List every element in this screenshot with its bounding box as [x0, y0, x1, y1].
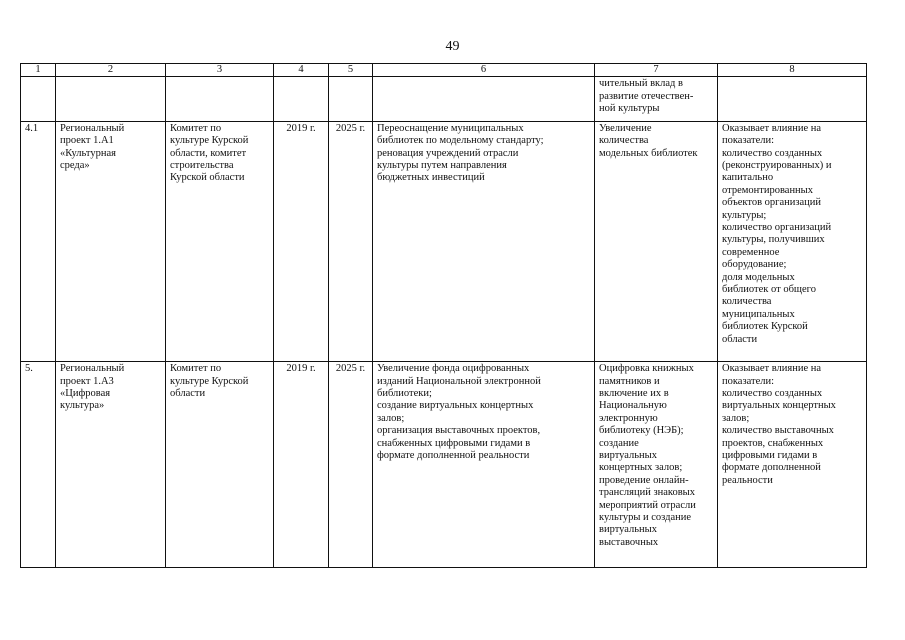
empty-cell	[56, 77, 166, 122]
continuation-result-cell	[595, 77, 718, 122]
column-number-row	[21, 64, 867, 77]
empty-cell	[166, 77, 274, 122]
column-number-header: 8	[718, 64, 867, 77]
impact-cell: Оказывает влияние на показатели: количество созданных виртуальных концертных залов; количество выставочных проектов, снабженных цифровыми гидами в формате дополненной реальности	[718, 362, 867, 568]
end-year-cell: 2025 г.	[329, 121, 373, 361]
content-cell: Увеличение фонда оцифрованных изданий Национальной электронной библиотеки; создание виртуальных концертных залов; организация выставочных проектов, снабженных цифровыми гидами в формате дополненной реальности	[373, 362, 595, 568]
start-year-cell: 2019 г.	[274, 362, 329, 568]
text-line: чительный вклад в	[599, 78, 683, 90]
column-number-header: 3	[166, 64, 274, 77]
column-number-header: 4	[274, 64, 329, 77]
text-line: ной культуры	[599, 102, 660, 114]
executor-cell: Комитет по культуре Курской области, комитет строительства Курской области	[166, 121, 274, 361]
column-number-header: 6	[373, 64, 595, 77]
empty-cell	[21, 77, 56, 122]
page-number: 49	[445, 39, 460, 54]
project-name-cell: Региональный проект 1.А3 «Цифровая культура»	[56, 362, 166, 568]
column-number-header: 1	[21, 64, 56, 77]
executor-cell: Комитет по культуре Курской области	[166, 362, 274, 568]
empty-cell	[718, 77, 867, 122]
text-line: развитие отечествен-	[599, 90, 694, 102]
result-cell: Оцифровка книжных памятников и включение их в Национальную электронную библиотеку (НЭБ); создание виртуальных концертных залов; проведение онлайн- трансляций знаковых мероприятий отрасли культуры и создание виртуальных выставочных	[595, 362, 718, 568]
start-year-cell: 2019 г.	[274, 121, 329, 361]
table-row	[21, 362, 867, 568]
column-number-header: 2	[56, 64, 166, 77]
project-name-cell: Региональный проект 1.А1 «Культурная среда»	[56, 121, 166, 361]
row-number: 4.1	[21, 121, 56, 361]
column-number-header: 7	[595, 64, 718, 77]
row-number: 5.	[21, 362, 56, 568]
empty-cell	[329, 77, 373, 122]
result-cell: Увеличение количества модельных библиотек	[595, 121, 718, 361]
end-year-cell: 2025 г.	[329, 362, 373, 568]
column-number-header: 5	[329, 64, 373, 77]
program-table	[20, 63, 867, 568]
empty-cell	[373, 77, 595, 122]
impact-cell: Оказывает влияние на показатели: количество созданных (реконструированных) и капитально отремонтированных объектов организаций культуры; количество организаций культуры, получивших современное оборудование; доля модельных библиотек от общего количества муниципальных библиотек Курской области	[718, 121, 867, 361]
continuation-row	[21, 77, 867, 122]
table-row	[21, 121, 867, 361]
content-cell: Переоснащение муниципальных библиотек по модельному стандарту; реновация учреждений отрасли культуры путем направления бюджетных инвестиций	[373, 121, 595, 361]
empty-cell	[274, 77, 329, 122]
